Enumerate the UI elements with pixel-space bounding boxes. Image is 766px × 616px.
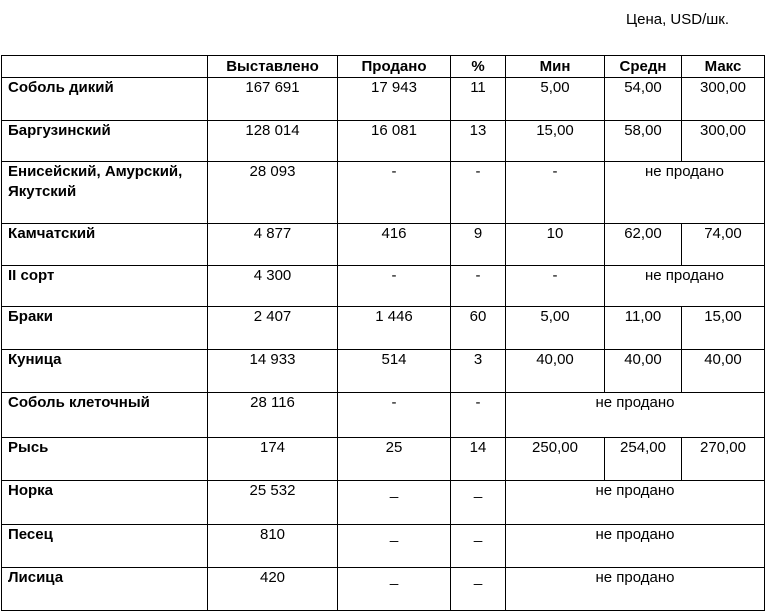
- cell-percent: 60: [451, 307, 506, 350]
- cell-min: 10: [506, 224, 605, 266]
- cell-offered: 4 300: [208, 266, 338, 307]
- row-name: Лисица: [2, 568, 208, 611]
- row-name: Камчатский: [2, 224, 208, 266]
- cell-percent: -: [451, 393, 506, 438]
- header-avg: Средн: [605, 56, 682, 78]
- cell-offered: 128 014: [208, 121, 338, 162]
- cell-percent: 11: [451, 78, 506, 121]
- table-row: [2, 568, 765, 611]
- cell-sold: -: [338, 162, 451, 224]
- cell-note: не продано: [506, 481, 765, 525]
- cell-min: 250,00: [506, 438, 605, 481]
- cell-min: 5,00: [506, 307, 605, 350]
- cell-avg: 40,00: [605, 350, 682, 393]
- cell-min: -: [506, 162, 605, 224]
- table-row: [2, 393, 765, 438]
- cell-max: 300,00: [682, 121, 765, 162]
- table-header-row: [2, 56, 765, 78]
- cell-percent: 13: [451, 121, 506, 162]
- cell-offered: 174: [208, 438, 338, 481]
- table-row: [2, 525, 765, 568]
- cell-sold: 16 081: [338, 121, 451, 162]
- cell-note: не продано: [506, 525, 765, 568]
- header-sold: Продано: [338, 56, 451, 78]
- cell-max: 74,00: [682, 224, 765, 266]
- cell-note: не продано: [506, 568, 765, 611]
- cell-min: -: [506, 266, 605, 307]
- row-name: Песец: [2, 525, 208, 568]
- cell-percent: _: [451, 525, 506, 568]
- cell-sold: 416: [338, 224, 451, 266]
- fur-auction-table: [1, 55, 765, 611]
- row-name: Браки: [2, 307, 208, 350]
- cell-sold: _: [338, 481, 451, 525]
- table-row: [2, 162, 765, 224]
- table-row: [2, 481, 765, 525]
- table-row: [2, 307, 765, 350]
- cell-offered: 4 877: [208, 224, 338, 266]
- header-offered: Выставлено: [208, 56, 338, 78]
- table-row: [2, 266, 765, 307]
- cell-percent: _: [451, 568, 506, 611]
- row-name: Рысь: [2, 438, 208, 481]
- cell-avg: 11,00: [605, 307, 682, 350]
- cell-percent: 14: [451, 438, 506, 481]
- cell-offered: 28 116: [208, 393, 338, 438]
- cell-percent: _: [451, 481, 506, 525]
- cell-offered: 28 093: [208, 162, 338, 224]
- cell-avg: 62,00: [605, 224, 682, 266]
- cell-sold: -: [338, 266, 451, 307]
- cell-percent: 3: [451, 350, 506, 393]
- table-row: [2, 78, 765, 121]
- row-name: Баргузинский: [2, 121, 208, 162]
- table-row: [2, 224, 765, 266]
- row-name: Соболь клеточный: [2, 393, 208, 438]
- cell-note: не продано: [605, 162, 765, 224]
- cell-offered: 2 407: [208, 307, 338, 350]
- cell-min: 40,00: [506, 350, 605, 393]
- cell-min: 5,00: [506, 78, 605, 121]
- header-max: Макс: [682, 56, 765, 78]
- cell-max: 300,00: [682, 78, 765, 121]
- cell-note: не продано: [605, 266, 765, 307]
- cell-max: 40,00: [682, 350, 765, 393]
- cell-max: 15,00: [682, 307, 765, 350]
- header-percent: %: [451, 56, 506, 78]
- cell-avg: 58,00: [605, 121, 682, 162]
- cell-percent: -: [451, 266, 506, 307]
- cell-percent: -: [451, 162, 506, 224]
- cell-offered: 25 532: [208, 481, 338, 525]
- header-min: Мин: [506, 56, 605, 78]
- row-name: Норка: [2, 481, 208, 525]
- table-row: [2, 350, 765, 393]
- table-row: [2, 438, 765, 481]
- cell-max: 270,00: [682, 438, 765, 481]
- cell-note: не продано: [506, 393, 765, 438]
- table-row: [2, 121, 765, 162]
- cell-sold: 25: [338, 438, 451, 481]
- price-unit-label: Цена, USD/шк.: [626, 11, 730, 28]
- row-name: Соболь дикий: [2, 78, 208, 121]
- cell-sold: 17 943: [338, 78, 451, 121]
- cell-sold: 1 446: [338, 307, 451, 350]
- header-name: [2, 56, 208, 78]
- cell-min: 15,00: [506, 121, 605, 162]
- row-name: Енисейский, Амурский, Якутский: [2, 162, 208, 224]
- cell-offered: 420: [208, 568, 338, 611]
- row-name: II сорт: [2, 266, 208, 307]
- cell-offered: 167 691: [208, 78, 338, 121]
- row-name: Куница: [2, 350, 208, 393]
- cell-sold: -: [338, 393, 451, 438]
- cell-offered: 810: [208, 525, 338, 568]
- cell-sold: _: [338, 568, 451, 611]
- cell-offered: 14 933: [208, 350, 338, 393]
- cell-sold: _: [338, 525, 451, 568]
- cell-avg: 54,00: [605, 78, 682, 121]
- cell-percent: 9: [451, 224, 506, 266]
- cell-avg: 254,00: [605, 438, 682, 481]
- cell-sold: 514: [338, 350, 451, 393]
